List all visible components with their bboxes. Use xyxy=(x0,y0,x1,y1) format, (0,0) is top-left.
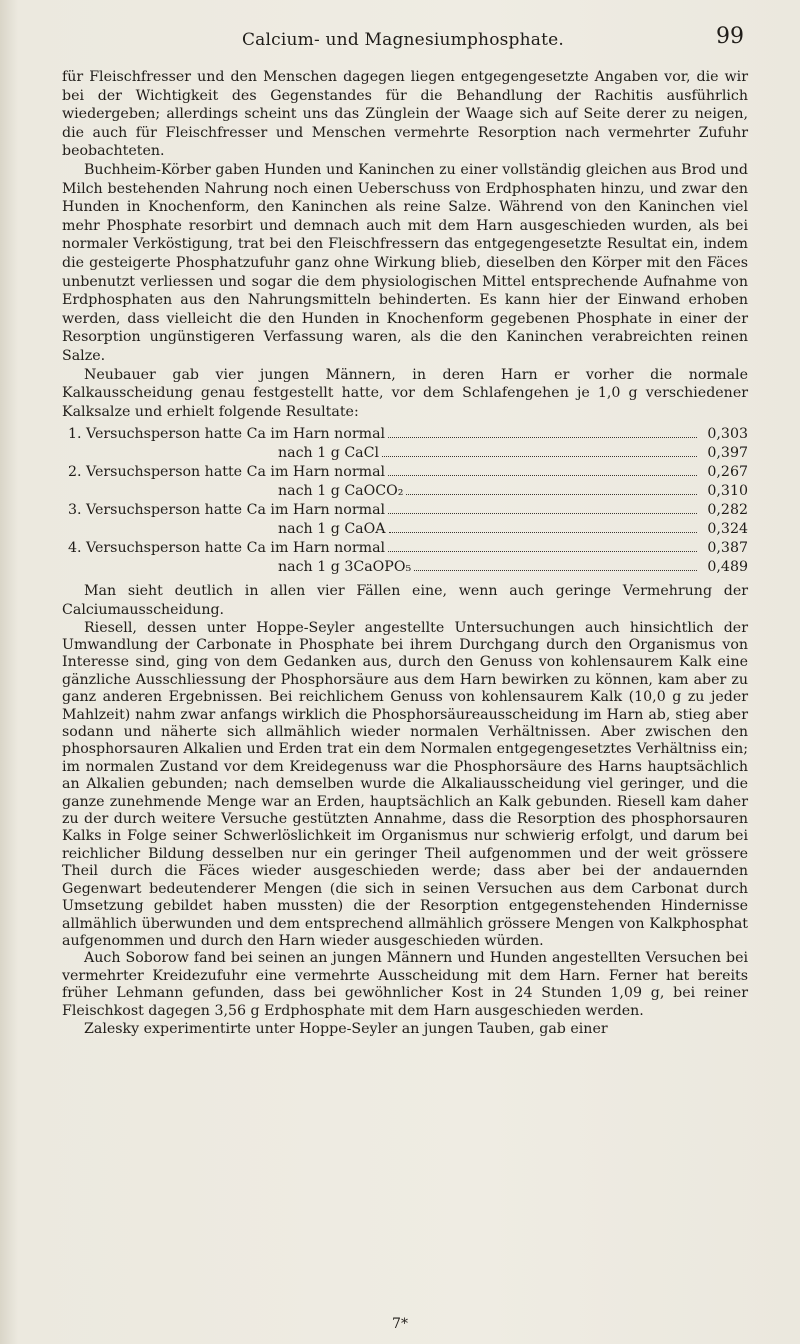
result-value: 0,267 xyxy=(707,464,748,481)
result-row xyxy=(68,463,748,482)
result-label: 1. Versuchsperson hatte Ca im Harn normal xyxy=(68,426,386,443)
result-label: 2. Versuchsperson hatte Ca im Harn normal xyxy=(68,464,386,481)
result-label: 4. Versuchsperson hatte Ca im Harn normal xyxy=(68,539,386,556)
result-row xyxy=(68,425,748,444)
result-label: 3. Versuchsperson hatte Ca im Harn normal xyxy=(68,501,386,518)
page-header xyxy=(62,22,744,52)
result-value: 0,489 xyxy=(707,558,748,575)
result-row xyxy=(68,520,748,539)
paragraph: für Fleischfresser und den Menschen dagegen liegen entgegengesetzte Angaben vor, die wir bei der Wichtigkeit des Gegenstandes für die Behandlung der Rachitis ausführlich wiedergeben; allerdings scheint uns das Zünglein der Waage sich auf Seite derer zu neigen, die auch für Fleischfresser und Menschen vermehrte Resorption nach vermehrter Zufuhr beobachteten. xyxy=(62,69,748,160)
running-title: Calcium- und Magnesiumphosphate. xyxy=(241,30,565,50)
result-row xyxy=(68,539,748,558)
result-value: 0,324 xyxy=(707,520,748,537)
result-sublabel: nach 1 g CaOA xyxy=(278,520,386,537)
paragraph: Auch Soborow fand bei seinen an jungen Männern und Hunden angestellten Versuchen bei vermehrter Kreidezufuhr eine vermehrte Ausscheidung mit dem Harn. Ferner hat bereits früher Lehmann gefunden, dass bei gewöhnlicher Kost in 24 Stunden 1,09 g, bei reiner Fleischkost dagegen 3,56 g Erdphosphate mit dem Harn ausgeschieden werden. xyxy=(62,950,748,1019)
dot-leader xyxy=(414,570,697,571)
dot-leader xyxy=(388,513,697,514)
result-sublabel: nach 1 g CaCl xyxy=(278,445,380,462)
result-value: 0,303 xyxy=(707,426,748,443)
paragraph: Zalesky experimentirte unter Hoppe-Seyler an jungen Tauben, gab einer xyxy=(84,1020,608,1037)
result-row xyxy=(68,501,748,520)
result-sublabel: nach 1 g CaOCO₂ xyxy=(278,482,404,499)
result-row xyxy=(68,482,748,501)
paragraph: Neubauer gab vier jungen Männern, in deren Harn er vorher die normale Kalkausscheidung genau festgestellt hatte, vor dem Schlafengehen je 1,0 g verschiedener Kalksalze und erhielt folgende Resultate: xyxy=(62,366,748,420)
dot-leader xyxy=(388,437,697,438)
signature-mark: 7* xyxy=(392,1316,408,1332)
page-number: 99 xyxy=(716,24,744,49)
result-sublabel: nach 1 g 3CaOPO₅ xyxy=(278,558,412,575)
page-body xyxy=(62,68,748,1039)
dot-leader xyxy=(388,551,697,552)
results-table xyxy=(68,425,748,576)
paragraph: Riesell, dessen unter Hoppe-Seyler angestellte Untersuchungen auch hinsichtlich der Umwandlung der Carbonate in Phosphate bei ihrem Durchgang durch den Organismus von Interesse sind, ging von dem Gedanken aus, durch den Genuss von kohlensaurem Kalk eine gänzliche Ausschliessung der Phosphorsäure aus dem Harn bewirken zu können, kam aber zu ganz anderen Ergebnissen. Bei reichlichem Genuss von kohlensaurem Kalk (10,0 g zu jeder Mahlzeit) nahm zwar anfangs wirklich die Phosphorsäureausscheidung im Harn ab, stieg aber sodann und näherte sich allmählich wieder normalen Verhältnissen. Aber zwischen den phosphorsauren Alkalien und Erden trat ein dem Normalen entgegengesetztes Verhältniss ein; im normalen Zustand vor dem Kreidegenuss war die Phosphorsäure des Harns hauptsächlich an Alkalien gebunden; nach demselben wurde die Alkaliausscheidung viel geringer, und die ganze zunehmende Menge war an Erden, hauptsächlich an Kalk gebunden. Riesell kam daher zu der durch weitere Versuche gestützten Annahme, dass die Resorption des phosphorsauren Kalks in Folge seiner Schwerlöslichkeit im Organismus nur schwierig erfolgt, und darum bei reichlicher Bildung desselben nur ein geringer Theil aufgenommen und der weit grössere Theil durch die Fäces wieder ausgeschieden werde; dass aber bei der andauernden Gegenwart bedeutenderer Mengen (die sich in seinen Versuchen aus dem Carbonat durch Umsetzung gebildet haben mussten) die der Resorption entgegenstehenden Hindernisse allmählich überwunden und dem entsprechend allmählich grössere Mengen von Kalkphosphat aufgenommen und durch den Harn wieder ausgeschieden würden. xyxy=(62,619,748,949)
result-value: 0,310 xyxy=(707,482,748,499)
paragraph: Buchheim-Körber gaben Hunden und Kaninchen zu einer vollständig gleichen aus Brod und Milch bestehenden Nahrung noch einen Ueberschuss von Erdphosphaten hinzu, und zwar den Hunden in Knochenform, den Kaninchen als reine Salze. Während von den Kaninchen viel mehr Phosphate resorbirt und demnach auch mit dem Harn ausgeschieden wurden, als bei normaler Verköstigung, trat bei den Fleischfressern das entgegengesetzte Resultat ein, indem die gesteigerte Phosphatzufuhr ganz ohne Wirkung blieb, dieselben den Körper mit den Fäces unbenutzt verliessen und sogar die dem physiologischen Mittel entsprechende Aufnahme von Erdphosphaten aus den Nahrungsmitteln behinderten. Es kann hier der Einwand erhoben werden, dass vielleicht die den Hunden in Knochenform gegebenen Phosphate in einer der Resorption ungünstigeren Verfassung waren, als die den Kaninchen verabreichten reinen Salze. xyxy=(62,161,748,364)
dot-leader xyxy=(406,494,697,495)
result-value: 0,397 xyxy=(707,445,748,462)
result-value: 0,282 xyxy=(707,501,748,518)
result-row xyxy=(68,444,748,463)
result-value: 0,387 xyxy=(707,539,748,556)
dot-leader xyxy=(382,456,697,457)
dot-leader xyxy=(389,532,697,533)
paragraph: Man sieht deutlich in allen vier Fällen eine, wenn auch geringe Vermehrung der Calciumausscheidung. xyxy=(62,583,748,618)
result-row xyxy=(68,558,748,577)
dot-leader xyxy=(388,475,697,476)
